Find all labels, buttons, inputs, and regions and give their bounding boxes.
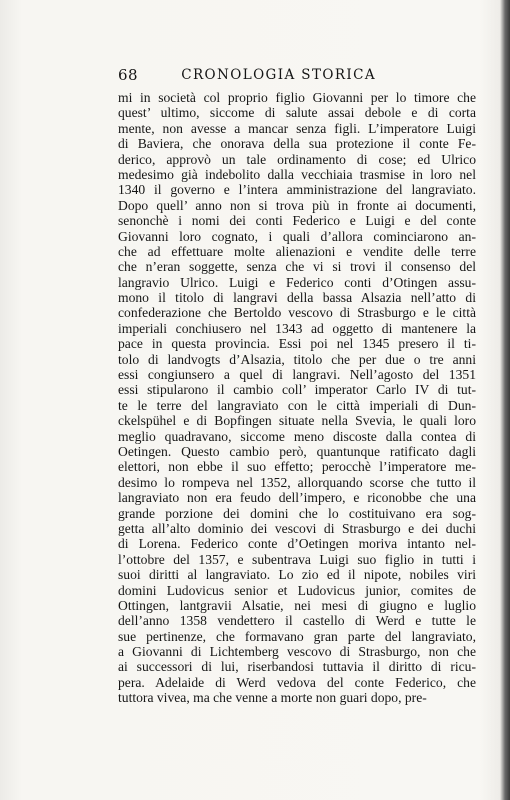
text-line: langraviato non era feudo dell’impero, e riconobbe che una — [118, 490, 476, 506]
text-line: di Lorena. Federico conte d’Oetingen moriva intanto nel- — [118, 536, 476, 552]
text-line: derico, approvò un tale ordinamento di cose; ed Ulrico — [118, 151, 476, 167]
text-line: quest’ ultimo, siccome di salute assai debole e di corta — [118, 105, 476, 121]
text-line: essi stipularono il cambio coll’ imperator Carlo IV di tut- — [118, 382, 476, 398]
text-line: pera. Adelaide di Werd vedova del conte Federico, che — [118, 674, 476, 690]
text-line: mono il titolo di langravi della bassa Alsazia nell’atto di — [118, 290, 476, 306]
text-line: confederazione che Bertoldo vescovo di Strasburgo e le città — [118, 305, 476, 321]
text-line: l’ottobre del 1357, e subentrava Luigi suo figlio in tutti i — [118, 551, 476, 567]
text-line: desimo lo rompeva nel 1352, allorquando scorse che tutto il — [118, 474, 476, 490]
running-title: CRONOLOGIA STORICA — [181, 67, 376, 83]
text-line: grande porzione dei domini che lo costituivano era sog- — [118, 505, 476, 521]
text-line: elettori, non ebbe il suo effetto; perocchè l’imperatore me- — [118, 459, 476, 475]
text-line: Ottingen, lantgravii Alsatie, nei mesi di giugno e luglio — [118, 597, 476, 613]
text-line: mente, non avesse a mancar senza figli. L’imperatore Luigi — [118, 120, 476, 136]
text-line: che ad effettuare molte alienazioni e vendite delle terre — [118, 243, 476, 259]
text-line: getta all’alto dominio dei vescovi di Strasburgo e dei duchi — [118, 520, 476, 536]
text-line: ai successori di lui, riserbandosi tuttavia il diritto di ricu- — [118, 659, 476, 675]
text-line: che n’eran soggette, senza che vi si trovi il consenso del — [118, 259, 476, 275]
text-line: tuttora vivea, ma che venne a morte non guari dopo, pre- — [118, 690, 427, 706]
text-line: Oetingen. Questo cambio però, quantunque ratificato dagli — [118, 443, 476, 459]
text-line: essi congiunsero a quel di langravi. Nell’agosto del 1351 — [118, 367, 476, 383]
text-line: Giovanni loro cognato, i quali d’allora cominciarono an- — [118, 228, 476, 244]
page-header — [118, 66, 376, 88]
page-number: 68 — [118, 66, 139, 84]
text-line: 1340 il governo e l’intera amministrazione del langraviato. — [118, 182, 476, 198]
text-line: dell’anno 1358 vendettero il castello di Werd e tutte le — [118, 613, 476, 629]
text-line: tolo di landvogts d’Alsazia, titolo che per due o tre anni — [118, 351, 476, 367]
text-line: a Giovanni di Lichtemberg vescovo di Strasburgo, non che — [118, 644, 476, 660]
body-text — [118, 90, 476, 706]
text-line: ckelspühel e di Bopfingen situate nella Svevia, le quali loro — [118, 413, 476, 429]
text-line: medesimo già indebolito dalla vecchiaia trasmise in loro nel — [118, 166, 476, 182]
text-line: domini Ludovicus senior et Ludovicus junior, comites de — [118, 582, 476, 598]
text-line: sue pertinenze, che formavano gran parte del langraviato, — [118, 628, 476, 644]
text-line: imperiali conchiusero nel 1343 ad oggetto di mantenere la — [118, 320, 476, 336]
text-line: te le terre del langraviato con le città imperiali di Dun- — [118, 397, 476, 413]
text-line: pace in questa provincia. Essi poi nel 1345 presero il ti- — [118, 336, 476, 352]
text-line: senonchè i nomi dei conti Federico e Luigi e del conte — [118, 213, 476, 229]
text-line: mi in società col proprio figlio Giovanni per lo timore che — [118, 90, 476, 105]
text-line: meglio quadravano, siccome meno discoste dalla contea di — [118, 428, 476, 444]
text-line: Dopo quell’ anno non si trova più in fronte ai documenti, — [118, 197, 476, 213]
text-line: di Baviera, che onorava della sua protezione il conte Fe- — [118, 136, 476, 152]
text-line: langravio Ulrico. Luigi e Federico conti d’Otingen assu- — [118, 274, 476, 290]
text-line: suoi diritti al langraviato. Lo zio ed il nipote, nobiles viri — [118, 567, 476, 583]
